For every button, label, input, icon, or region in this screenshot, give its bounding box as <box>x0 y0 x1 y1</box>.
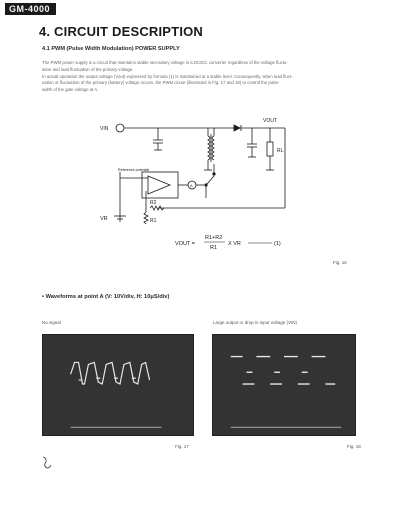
node-a-label: A <box>190 183 193 188</box>
section-title: 4. CIRCUIT DESCRIPTION <box>39 24 204 39</box>
handwritten-mark <box>40 455 52 469</box>
circuit-schematic <box>80 112 320 227</box>
r2-label: R2 <box>150 200 157 206</box>
pwm-circuit-diagram <box>80 112 320 227</box>
output-voltage-formula <box>175 231 295 253</box>
paragraph-line: In actual operation the output voltage (Vout) expressed by formula (1) is maintained at a stable level. Consequently, when load fluct- <box>42 73 293 79</box>
left-scope-caption: No signal <box>42 320 61 325</box>
right-scope-caption: Large output or drop in input voltage (VIN) <box>213 320 298 325</box>
formula-rhs: X VR <box>228 241 241 247</box>
vin-terminal <box>116 124 124 132</box>
vout-label: VOUT <box>263 118 277 124</box>
model-tag: GM-4000 <box>5 3 56 15</box>
waveforms-heading: • Waveforms at point A (V: 10V/div, H: 10μS/div) <box>42 294 170 300</box>
formula-lhs: VOUT = <box>175 241 195 247</box>
vin-label: VIN <box>100 126 109 132</box>
reference-potential-label: Reference potential <box>118 168 150 172</box>
rl-label: RL <box>277 148 284 154</box>
fig-16-label: Fig. 16 <box>333 260 347 265</box>
paragraph-line: uation or fluctuation of the primary (battery) voltage occurs, the PWM circuit (illustrated in Fig. 17 and 18) to control the pulse <box>42 80 279 86</box>
r1-label: R1 <box>150 218 157 224</box>
vr-label: VR <box>100 216 108 222</box>
waveform-trace-large-output <box>213 335 355 435</box>
paragraph-line: ation and load fluctuation of the primary voltage. <box>42 66 134 72</box>
fig-18-label: Fig. 18 <box>347 444 361 449</box>
section-subtitle: 4.1 PWM (Pulse Width Modulation) POWER SUPPLY <box>42 46 180 52</box>
formula-numerator: R1+R2 <box>205 235 223 241</box>
formula-equation-number: (1) <box>274 241 281 247</box>
formula-denominator: R1 <box>210 245 218 251</box>
paragraph-line: width of the gate voltage at A. <box>42 87 99 93</box>
formula-graphic <box>175 231 295 253</box>
paragraph-line: The PWM power supply is a circuit that maintains stable secondary voltage in a DC/DC converter regardless of the voltage fluctu- <box>42 60 288 65</box>
waveform-trace-no-signal <box>43 335 193 435</box>
description-paragraph <box>42 60 357 94</box>
fig-17-label: Fig. 17 <box>175 444 189 449</box>
oscilloscope-large-output <box>212 334 356 436</box>
oscilloscope-no-signal <box>42 334 194 436</box>
